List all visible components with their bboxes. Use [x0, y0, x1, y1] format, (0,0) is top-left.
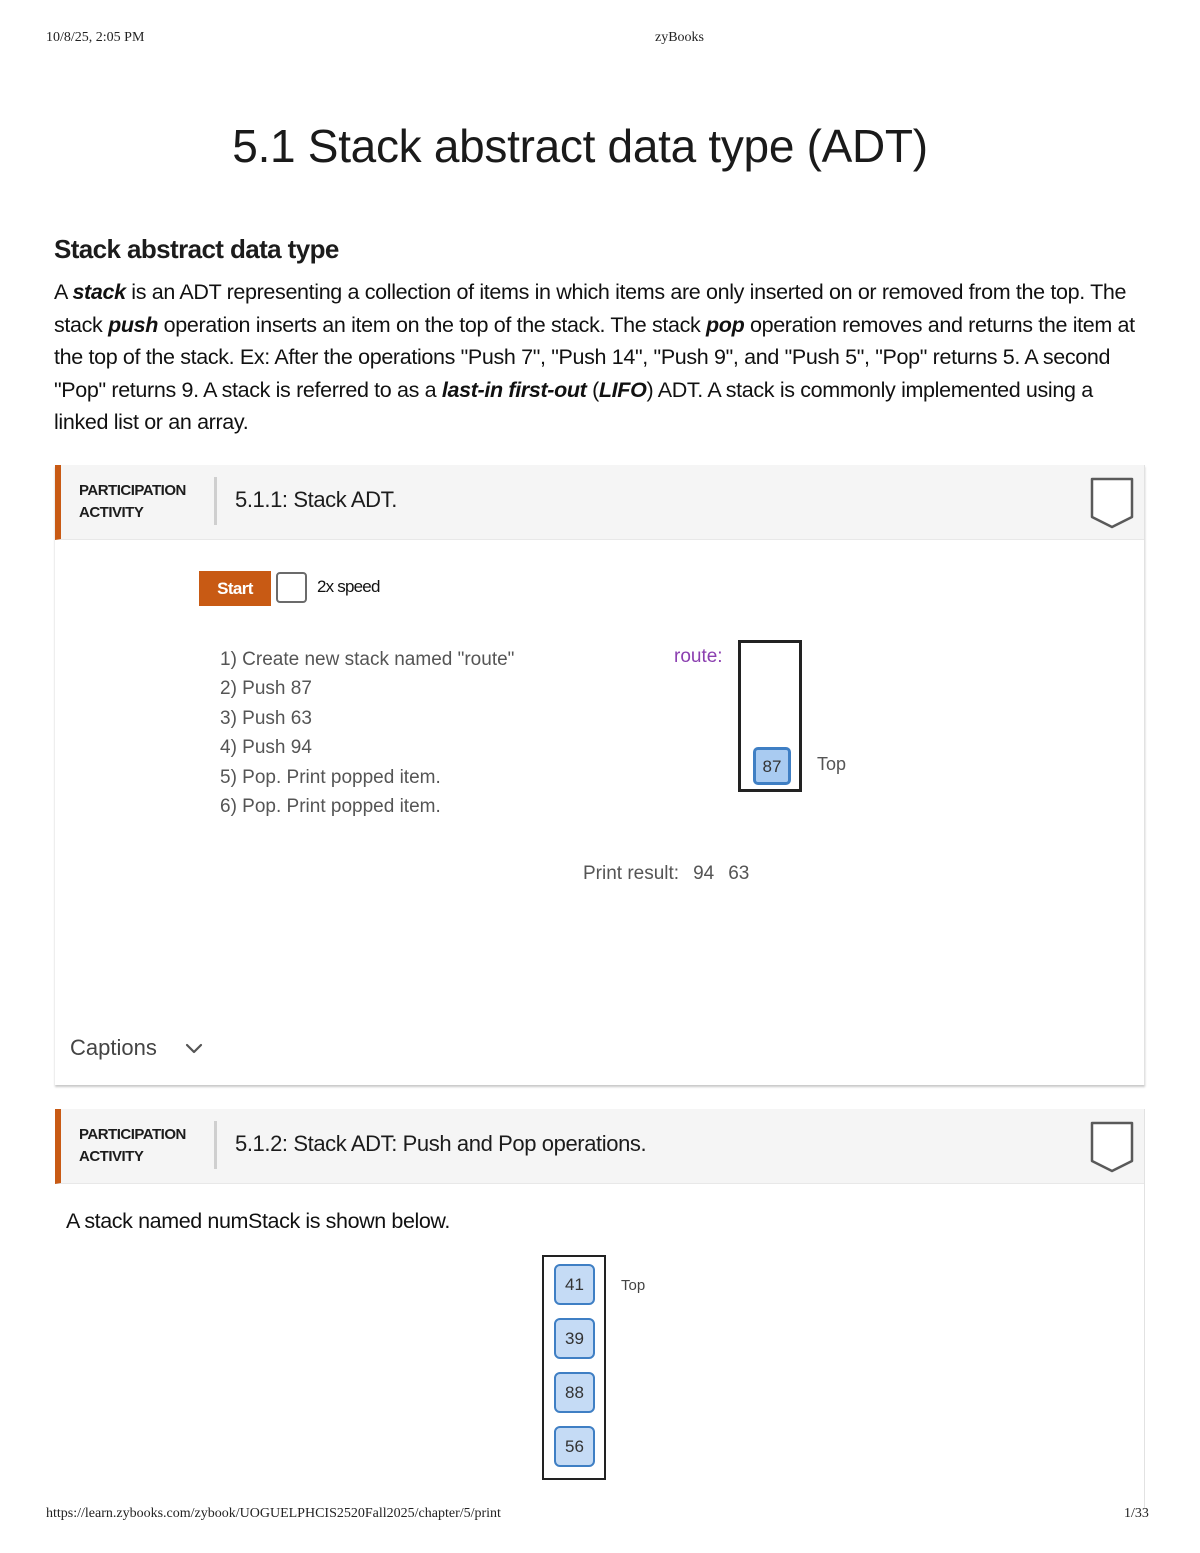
bookmark-icon[interactable]	[1090, 1121, 1134, 1173]
print-url: https://learn.zybooks.com/zybook/UOGUELPHCIS2520Fall2025/chapter/5/print	[46, 1506, 501, 1521]
step-item: 5) Pop. Print popped item.	[220, 766, 441, 788]
page-number: 1/33	[1124, 1506, 1149, 1521]
stack-item: 88	[554, 1372, 595, 1413]
page-title: 5.1 Stack abstract data type (ADT)	[232, 119, 928, 172]
print-result-label: Print result:	[583, 863, 680, 884]
activity-header	[55, 1109, 1144, 1184]
start-button[interactable]: Start	[199, 571, 271, 606]
captions-toggle[interactable]: Captions	[70, 1035, 157, 1060]
speed-label: 2x speed	[317, 577, 380, 596]
numstack	[542, 1255, 606, 1480]
stack-item: 87	[753, 747, 791, 785]
term-lifo-abbr: LIFO	[598, 377, 647, 402]
step-item: 6) Pop. Print popped item.	[220, 796, 441, 818]
print-result	[583, 863, 749, 885]
print-date: 10/8/25, 2:05 PM	[46, 30, 145, 45]
print-result-value: 63	[728, 863, 750, 884]
participation-activity-5-1-1	[55, 465, 1145, 1085]
section-heading: Stack abstract data type	[54, 233, 339, 264]
top-label: Top	[817, 754, 847, 774]
stack-item: 39	[554, 1318, 595, 1359]
term-lifo: last-in first-out	[441, 377, 587, 402]
bookmark-icon[interactable]	[1090, 477, 1134, 529]
activity-title: 5.1.1: Stack ADT.	[235, 487, 397, 512]
stack-item: 56	[554, 1426, 595, 1467]
term-push: push	[108, 312, 159, 337]
route-stack	[738, 640, 802, 792]
stack-name-label: route:	[674, 646, 723, 667]
step-item: 2) Push 87	[220, 678, 312, 700]
step-item: 1) Create new stack named "route"	[220, 649, 515, 670]
print-result-value: 94	[693, 863, 715, 884]
intro-paragraph: A stack is an ADT representing a collection of items in which items are only inserted on or removed from the top. The stack push operation inserts an item on the top of the stack. The stack pop operation removes and returns the item at the top of the stack. Ex: After the operations "Push 7", "Push 14", "Push 9", and "Push 5", "Pop" returns 5. A second "Pop" returns 9. A stack is referred to as a last-in first-out (LIFO) ADT. A stack is commonly implemented using a linked list or an array.	[54, 280, 1135, 434]
header-divider	[214, 477, 217, 525]
step-item: 4) Push 94	[220, 737, 312, 759]
chevron-down-icon[interactable]	[184, 1039, 204, 1059]
participation-activity-5-1-2	[55, 1109, 1145, 1509]
step-item: 3) Push 63	[220, 707, 312, 729]
activity-type-label: PARTICIPATION ACTIVITY	[79, 1126, 186, 1165]
activity-prompt: A stack named numStack is shown below.	[66, 1209, 450, 1233]
animation-steps	[220, 645, 514, 821]
term-pop: pop	[706, 312, 745, 337]
activity-header	[55, 465, 1144, 540]
top-label: Top	[621, 1277, 646, 1294]
activity-title: 5.1.2: Stack ADT: Push and Pop operations.	[235, 1131, 647, 1156]
print-site-name: zyBooks	[655, 30, 704, 45]
stack-item: 41	[554, 1264, 595, 1305]
speed-checkbox[interactable]	[276, 572, 307, 603]
header-divider	[214, 1121, 217, 1169]
activity-type-label: PARTICIPATION ACTIVITY	[79, 482, 186, 521]
term-stack: stack	[72, 280, 126, 304]
